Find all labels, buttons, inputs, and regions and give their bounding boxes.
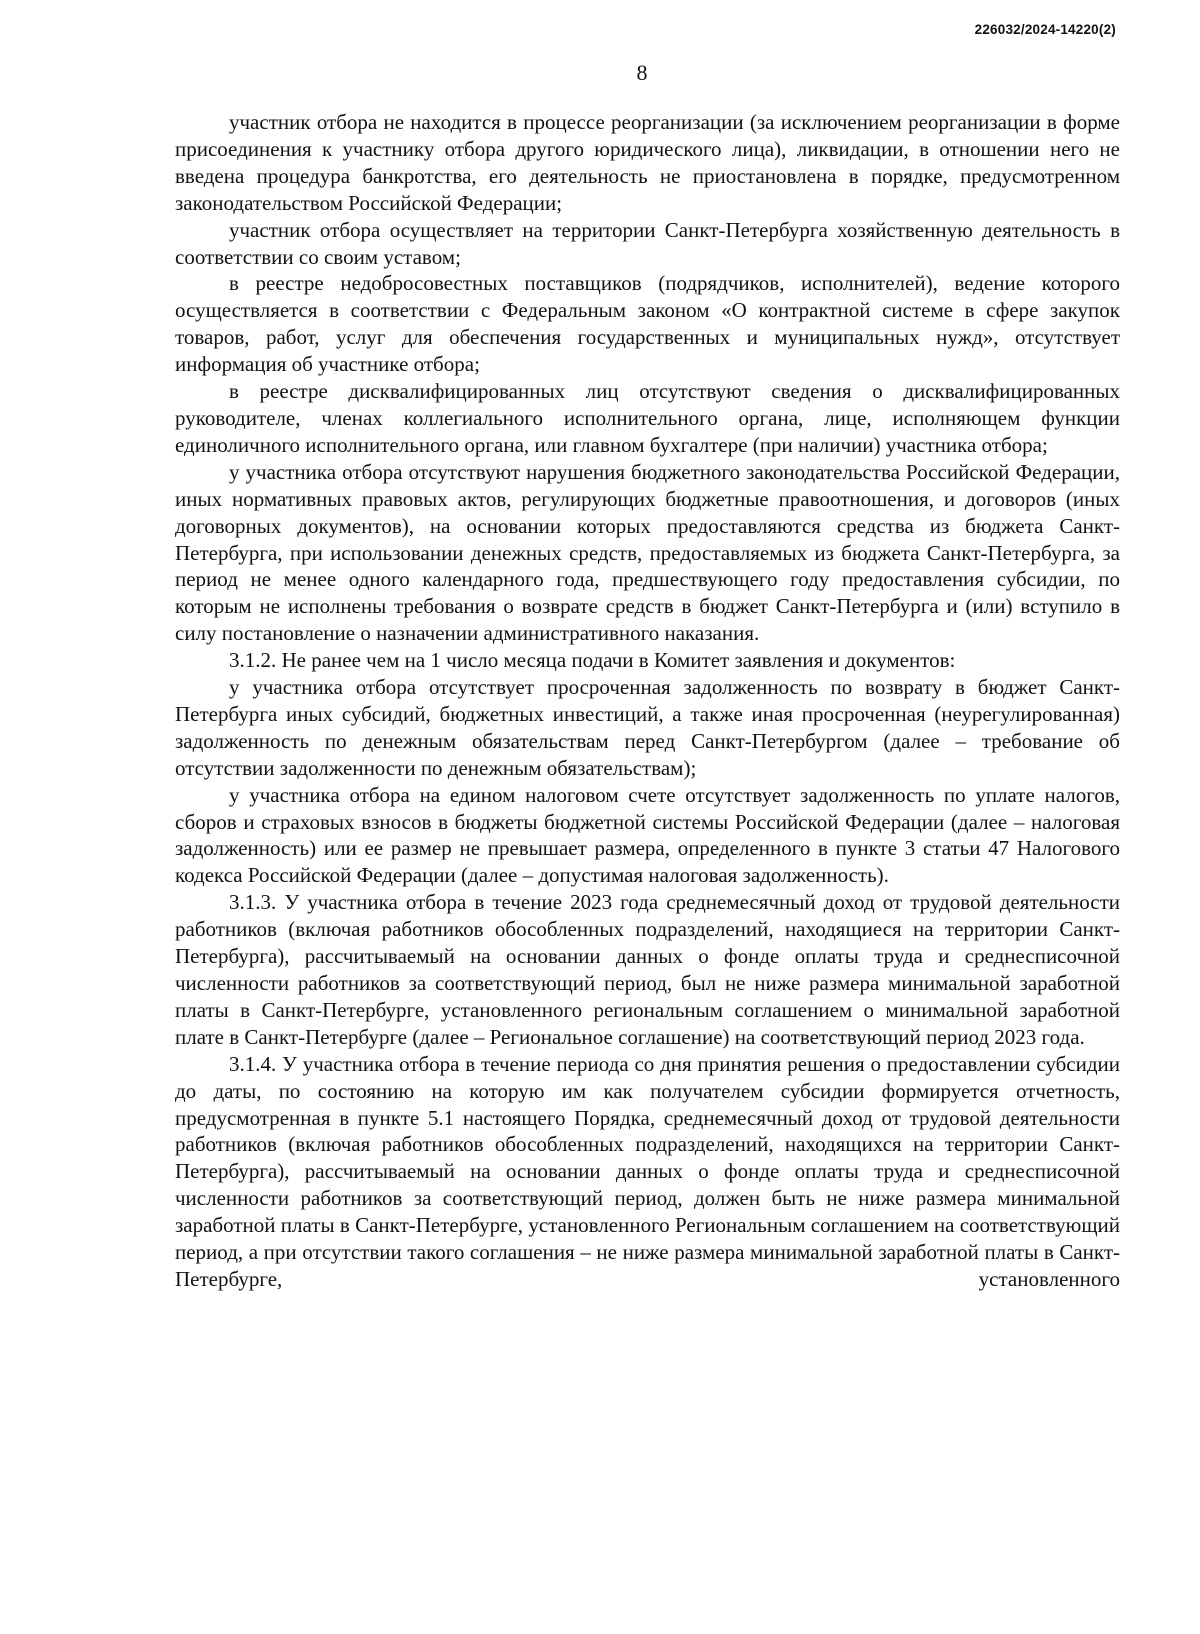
- paragraph-section-3-1-4: 3.1.4. У участника отбора в течение периода со дня принятия решения о предоставлении субсидии до даты, по состоянию на которую им как получателем субсидии формируется отчетность, предусмотренная в пункте 5.1 настоящего Порядка, среднемесячный доход от трудовой деятельности работников (включая работников обособленных подразделений, находящихся на территории Санкт-Петербурга), рассчитываемый на основании данных о фонде оплаты труда и среднесписочной численности работников за соответствующий период, должен быть не ниже размера минимальной заработной платы в Санкт-Петербурге, установленного Региональным соглашением на соответствующий период, а при отсутствии такого соглашения – не ниже размера минимальной заработной платы в Санкт-Петербурге, установленного: [175, 1051, 1120, 1291]
- paragraph-budget-violations: у участника отбора отсутствуют нарушения бюджетного законодательства Российской Федерации, иных нормативных правовых актов, регулирующих бюджетные правоотношения, и договоров (иных договорных документов), на основании которых предоставляются средства из бюджета Санкт-Петербурга, при использовании денежных средств, предоставляемых из бюджета Санкт-Петербурга, за период не менее одного календарного года, предшествующего году предоставления субсидии, по которым не исполнены требования о возврате средств в бюджет Санкт-Петербурга и (или) вступило в силу постановление о назначении административного наказания.: [175, 459, 1120, 646]
- paragraph-section-3-1-3: 3.1.3. У участника отбора в течение 2023 года среднемесячный доход от трудовой деятельности работников (включая работников обособленных подразделений, находящиеся на территории Санкт-Петербурга), рассчитываемый на основании данных о фонде оплаты труда и среднесписочной численности работников за соответствующий период, был не ниже размера минимальной заработной платы в Санкт-Петербурге, установленного региональным соглашением о минимальной заработной плате в Санкт-Петербурге (далее – Региональное соглашение) на соответствующий период 2023 года.: [175, 890, 1120, 1049]
- paragraph-unfair-suppliers-registry: в реестре недобросовестных поставщиков (подрядчиков, исполнителей), ведение которого осуществляется в соответствии с Федеральным законом «О контрактной системе в сфере закупок товаров, работ, услуг для обеспечения государственных и муниципальных нужд», отсутствует информация об участнике отбора;: [175, 271, 1120, 377]
- paragraph-section-3-1-2: 3.1.2. Не ранее чем на 1 число месяца подачи в Комитет заявления и документов:: [229, 648, 956, 673]
- paragraph-disqualified-persons-registry: в реестре дисквалифицированных лиц отсутствуют сведения о дисквалифицированных руководителе, членах коллегиального исполнительного органа, лице, исполняющем функции единоличного исполнительного органа, или главном бухгалтере (при наличии) участника отбора;: [175, 379, 1120, 457]
- document-registration-number: 226032/2024-14220(2): [974, 22, 1116, 37]
- paragraph-economic-activity: участник отбора осуществляет на территории Санкт-Петербурга хозяйственную деятельность в соответствии со своим уставом;: [175, 217, 1120, 269]
- paragraph-not-in-reorganization: участник отбора не находится в процессе реорганизации (за исключением реорганизации в форме присоединения к участнику отбора другого юридического лица), ликвидации, в отношении него не введена процедура банкротства, его деятельность не приостановлена в порядке, предусмотренном законодательством Российской Федерации;: [175, 110, 1120, 215]
- document-body: [175, 109, 1120, 1293]
- paragraph-tax-debt: у участника отбора на едином налоговом счете отсутствует задолженность по уплате налогов, сборов и страховых взносов в бюджеты бюджетной системы Российской Федерации (далее – налоговая задолженность) или ее размер не превышает размера, определенного в пункте 3 статьи 47 Налогового кодекса Российской Федерации (далее – допустимая налоговая задолженность).: [175, 782, 1120, 888]
- paragraph-overdue-debt: у участника отбора отсутствует просроченная задолженность по возврату в бюджет Санкт-Петербурга иных субсидий, бюджетных инвестиций, а также иная просроченная (неурегулированная) задолженность по денежным обязательствам перед Санкт-Петербургом (далее – требование об отсутствии задолженности по денежным обязательствам);: [175, 675, 1120, 780]
- page-number: 8: [636, 60, 648, 85]
